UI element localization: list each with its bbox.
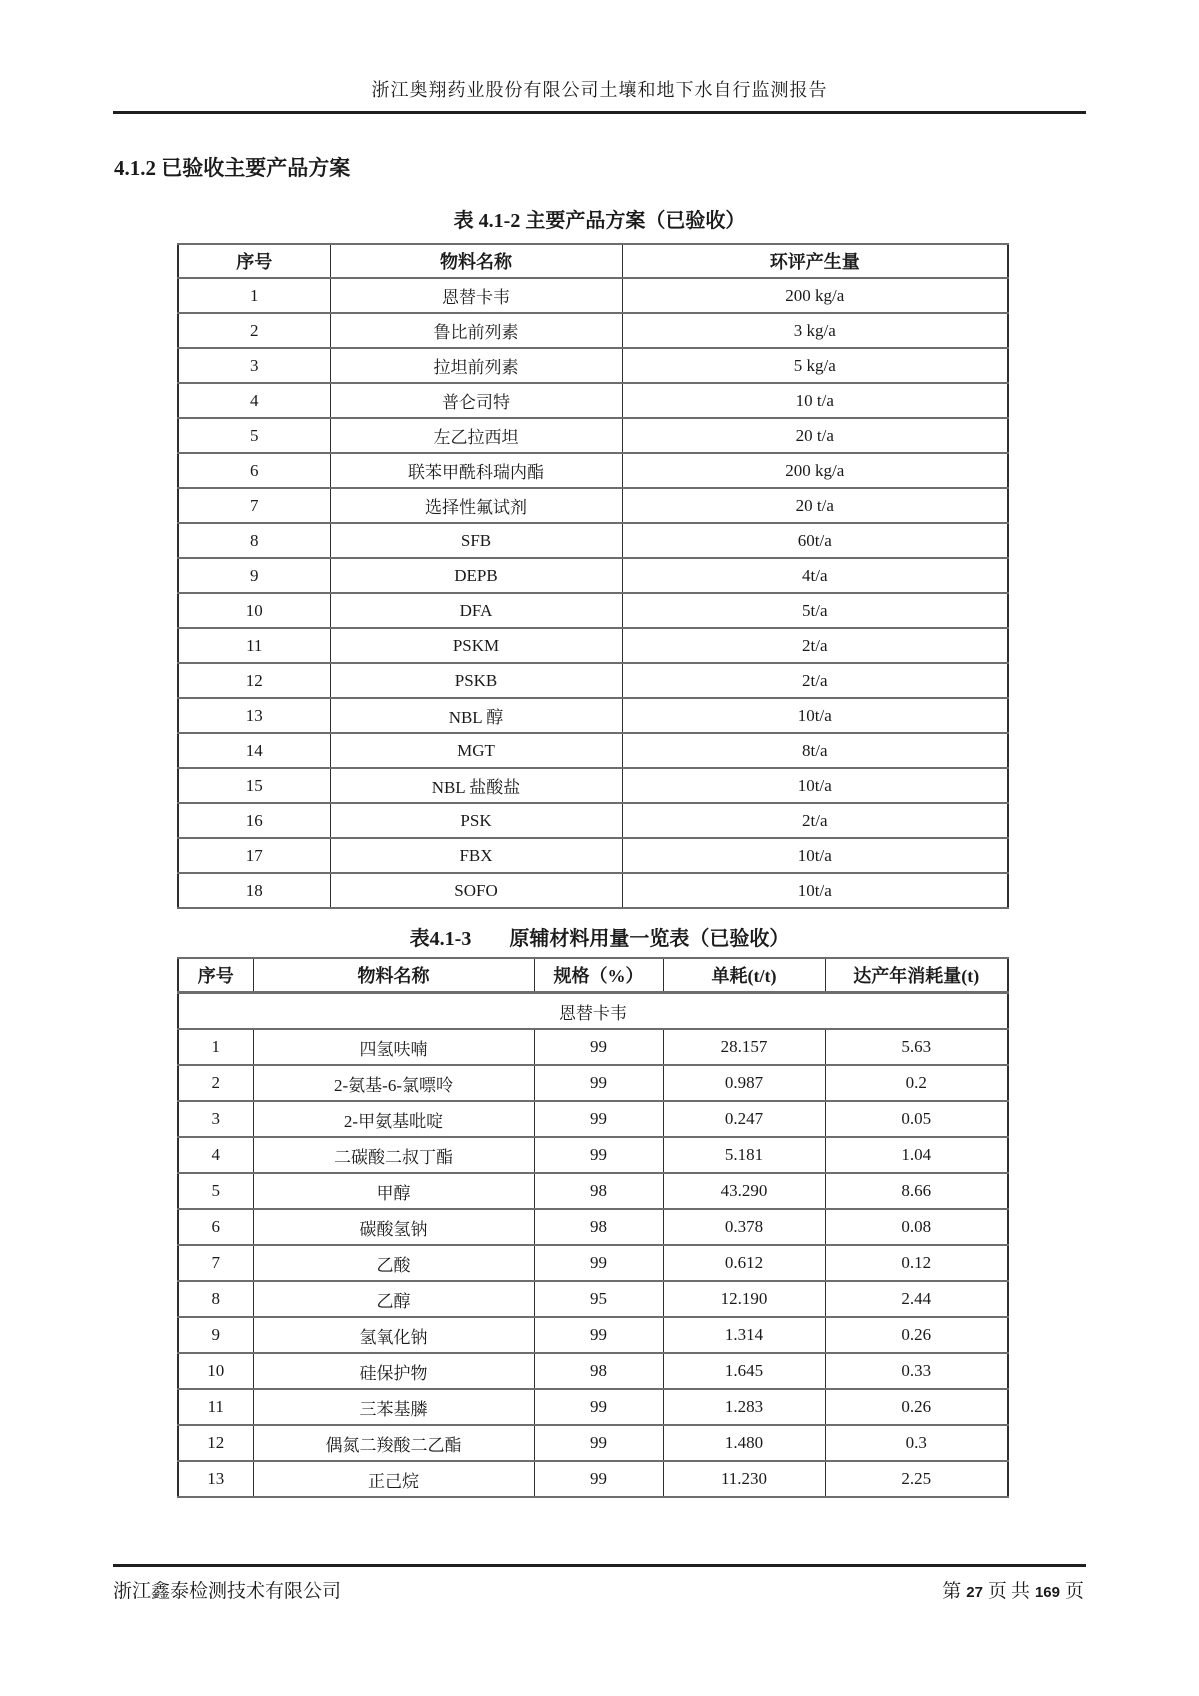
- table-cell: 20 t/a: [622, 488, 1008, 523]
- footer-company: 浙江鑫泰检测技术有限公司: [113, 1581, 342, 1602]
- total-page-number: 169: [1034, 1584, 1060, 1601]
- table-cell: 乙醇: [253, 1281, 534, 1317]
- table-cell: 43.290: [663, 1173, 825, 1209]
- page-number-suffix: 页: [1064, 1581, 1084, 1602]
- table-cell: 98: [534, 1353, 663, 1389]
- table-cell: 0.12: [825, 1245, 1008, 1281]
- table-row: [178, 1245, 1008, 1281]
- table-cell: 200 kg/a: [622, 278, 1008, 313]
- table-row: [178, 1065, 1008, 1101]
- table-cell: 氢氧化钠: [253, 1317, 534, 1353]
- table-cell: 12.190: [663, 1281, 825, 1317]
- table-row: [178, 663, 1008, 698]
- table-cell: 联苯甲酰科瑞内酯: [330, 453, 622, 488]
- table-cell: 1.04: [825, 1137, 1008, 1173]
- table-row: [178, 628, 1008, 663]
- table-cell: 恩替卡韦: [330, 278, 622, 313]
- table-cell: 0.26: [825, 1317, 1008, 1353]
- table-cell: 3: [178, 348, 330, 383]
- table-cell: 10t/a: [622, 698, 1008, 733]
- table1-body: [178, 278, 1008, 908]
- table-cell: 10t/a: [622, 768, 1008, 803]
- table-cell: 普仑司特: [330, 383, 622, 418]
- table-cell: 8t/a: [622, 733, 1008, 768]
- table-cell: 99: [534, 1245, 663, 1281]
- table-cell: 99: [534, 1389, 663, 1425]
- table-cell: 20 t/a: [622, 418, 1008, 453]
- table-cell: 1.314: [663, 1317, 825, 1353]
- table-cell: 11: [178, 1389, 253, 1425]
- table-cell: 1: [178, 278, 330, 313]
- table-row: [178, 1317, 1008, 1353]
- table-cell: 三苯基膦: [253, 1389, 534, 1425]
- table-row: [178, 453, 1008, 488]
- table-cell: 碳酸氢钠: [253, 1209, 534, 1245]
- table-cell: 99: [534, 1101, 663, 1137]
- table-row: [178, 803, 1008, 838]
- table-cell: PSKB: [330, 663, 622, 698]
- product-plan-table: [177, 243, 1009, 909]
- table-cell: 9: [178, 1317, 253, 1353]
- table-cell: 99: [534, 1461, 663, 1497]
- table-cell: 2.44: [825, 1281, 1008, 1317]
- table-cell: 4: [178, 383, 330, 418]
- table-cell: 0.26: [825, 1389, 1008, 1425]
- table-cell: 2t/a: [622, 628, 1008, 663]
- table-row: [178, 383, 1008, 418]
- table-cell: 2t/a: [622, 803, 1008, 838]
- col-header-material: 物料名称: [330, 244, 622, 278]
- table-cell: 10: [178, 593, 330, 628]
- table-cell: 1.480: [663, 1425, 825, 1461]
- table-cell: 选择性氟试剂: [330, 488, 622, 523]
- table-row: [178, 1209, 1008, 1245]
- table-row: [178, 1425, 1008, 1461]
- table-cell: 4t/a: [622, 558, 1008, 593]
- table-row: [178, 1101, 1008, 1137]
- page-number-mid1: 页: [987, 1581, 1007, 1602]
- table-cell: 2: [178, 313, 330, 348]
- table-cell: 5: [178, 418, 330, 453]
- col-header-index: 序号: [178, 244, 330, 278]
- table2-title-number: 表4.1-3: [409, 928, 472, 950]
- table-cell: 2-甲氨基吡啶: [253, 1101, 534, 1137]
- table1-title: 表 4.1-2 主要产品方案（已验收）: [453, 210, 746, 232]
- table-row: [178, 558, 1008, 593]
- table-cell: 2.25: [825, 1461, 1008, 1497]
- table-cell: 8.66: [825, 1173, 1008, 1209]
- table-cell: SOFO: [330, 873, 622, 908]
- table-cell: PSKM: [330, 628, 622, 663]
- table-cell: DFA: [330, 593, 622, 628]
- table-cell: 0.08: [825, 1209, 1008, 1245]
- table-cell: 0.612: [663, 1245, 825, 1281]
- table-cell: 99: [534, 1029, 663, 1065]
- table-row: [178, 1389, 1008, 1425]
- table-cell: 99: [534, 1317, 663, 1353]
- table-cell: 14: [178, 733, 330, 768]
- group-row-label: 恩替卡韦: [178, 993, 1008, 1030]
- table-row: [178, 1461, 1008, 1497]
- table-row: [178, 733, 1008, 768]
- report-title: 浙江奥翔药业股份有限公司土壤和地下水自行监测报告: [371, 80, 828, 100]
- table1-header: [178, 244, 1008, 278]
- page-footer: [113, 1564, 1086, 1603]
- table-header-row: [178, 244, 1008, 278]
- table-cell: 左乙拉西坦: [330, 418, 622, 453]
- raw-material-table: [177, 957, 1009, 1498]
- table-cell: 10t/a: [622, 838, 1008, 873]
- table-cell: 9: [178, 558, 330, 593]
- table-row: [178, 488, 1008, 523]
- table-cell: 60t/a: [622, 523, 1008, 558]
- col-header-output: 环评产生量: [622, 244, 1008, 278]
- page-number-mid2: 共: [1010, 1581, 1030, 1602]
- table-cell: 偶氮二羧酸二乙酯: [253, 1425, 534, 1461]
- table2-data-body: [178, 1029, 1008, 1497]
- table-cell: 8: [178, 523, 330, 558]
- group-row: [178, 993, 1008, 1030]
- table-cell: SFB: [330, 523, 622, 558]
- table-cell: 甲醇: [253, 1173, 534, 1209]
- table-cell: 10: [178, 1353, 253, 1389]
- table-row: [178, 523, 1008, 558]
- table-cell: 13: [178, 1461, 253, 1497]
- table-cell: 0.2: [825, 1065, 1008, 1101]
- table-cell: 8: [178, 1281, 253, 1317]
- page-header: [113, 0, 1086, 114]
- table-cell: 乙酸: [253, 1245, 534, 1281]
- table-cell: 0.247: [663, 1101, 825, 1137]
- table-cell: 3: [178, 1101, 253, 1137]
- table-cell: 正己烷: [253, 1461, 534, 1497]
- page-number: [940, 1576, 1086, 1603]
- table-row: [178, 418, 1008, 453]
- table-cell: 13: [178, 698, 330, 733]
- table-cell: 5t/a: [622, 593, 1008, 628]
- table-cell: 99: [534, 1425, 663, 1461]
- table-cell: 15: [178, 768, 330, 803]
- table-cell: 1.283: [663, 1389, 825, 1425]
- table-cell: 四氢呋喃: [253, 1029, 534, 1065]
- table-cell: NBL 醇: [330, 698, 622, 733]
- table-cell: MGT: [330, 733, 622, 768]
- table-cell: 3 kg/a: [622, 313, 1008, 348]
- table-cell: 99: [534, 1065, 663, 1101]
- table-cell: 95: [534, 1281, 663, 1317]
- table-cell: 1.645: [663, 1353, 825, 1389]
- table-cell: NBL 盐酸盐: [330, 768, 622, 803]
- table-row: [178, 1353, 1008, 1389]
- table-cell: 5 kg/a: [622, 348, 1008, 383]
- table-cell: 0.3: [825, 1425, 1008, 1461]
- table-cell: 0.987: [663, 1065, 825, 1101]
- table-cell: 5.63: [825, 1029, 1008, 1065]
- table2-title: [0, 922, 1199, 951]
- table-cell: 0.33: [825, 1353, 1008, 1389]
- col-header-annual-consumption: 达产年消耗量(t): [825, 958, 1008, 993]
- table-cell: 5.181: [663, 1137, 825, 1173]
- table2-header: [178, 958, 1008, 993]
- section-heading: 4.1.2 已验收主要产品方案: [114, 156, 351, 180]
- table-cell: 拉坦前列素: [330, 348, 622, 383]
- table-cell: 98: [534, 1173, 663, 1209]
- table-cell: 硅保护物: [253, 1353, 534, 1389]
- table-cell: 99: [534, 1137, 663, 1173]
- table-cell: 二碳酸二叔丁酯: [253, 1137, 534, 1173]
- table-cell: 98: [534, 1209, 663, 1245]
- table-row: [178, 313, 1008, 348]
- table-cell: 0.378: [663, 1209, 825, 1245]
- table-header-row: [178, 958, 1008, 993]
- table-cell: 12: [178, 663, 330, 698]
- table2-title-text: 原辅材料用量一览表（已验收）: [509, 928, 790, 950]
- page-number-prefix: 第: [942, 1581, 962, 1602]
- table-row: [178, 593, 1008, 628]
- table-row: [178, 1137, 1008, 1173]
- table-cell: 4: [178, 1137, 253, 1173]
- table-row: [178, 1281, 1008, 1317]
- table-cell: 12: [178, 1425, 253, 1461]
- table-row: [178, 278, 1008, 313]
- col-header-unit-consumption: 单耗(t/t): [663, 958, 825, 993]
- table2-body: [178, 993, 1008, 1030]
- col-header-index: 序号: [178, 958, 253, 993]
- table-row: [178, 838, 1008, 873]
- table-cell: 11.230: [663, 1461, 825, 1497]
- col-header-material: 物料名称: [253, 958, 534, 993]
- table-cell: 1: [178, 1029, 253, 1065]
- table-cell: 200 kg/a: [622, 453, 1008, 488]
- table-row: [178, 348, 1008, 383]
- table-cell: DEPB: [330, 558, 622, 593]
- table-row: [178, 873, 1008, 908]
- table-row: [178, 1029, 1008, 1065]
- table-row: [178, 768, 1008, 803]
- table-cell: 7: [178, 488, 330, 523]
- table-cell: 2-氨基-6-氯嘌呤: [253, 1065, 534, 1101]
- table-cell: 18: [178, 873, 330, 908]
- table-cell: 28.157: [663, 1029, 825, 1065]
- table-row: [178, 1173, 1008, 1209]
- table-cell: 6: [178, 453, 330, 488]
- table-cell: 5: [178, 1173, 253, 1209]
- table-cell: 0.05: [825, 1101, 1008, 1137]
- table-cell: 10 t/a: [622, 383, 1008, 418]
- table-cell: 2: [178, 1065, 253, 1101]
- table-cell: 16: [178, 803, 330, 838]
- current-page-number: 27: [966, 1584, 983, 1601]
- table-row: [178, 698, 1008, 733]
- table-cell: 17: [178, 838, 330, 873]
- table-cell: PSK: [330, 803, 622, 838]
- col-header-spec: 规格（%）: [534, 958, 663, 993]
- table-cell: 2t/a: [622, 663, 1008, 698]
- table-cell: 11: [178, 628, 330, 663]
- table-cell: 7: [178, 1245, 253, 1281]
- table-cell: 6: [178, 1209, 253, 1245]
- table-cell: FBX: [330, 838, 622, 873]
- table-cell: 10t/a: [622, 873, 1008, 908]
- table-cell: 鲁比前列素: [330, 313, 622, 348]
